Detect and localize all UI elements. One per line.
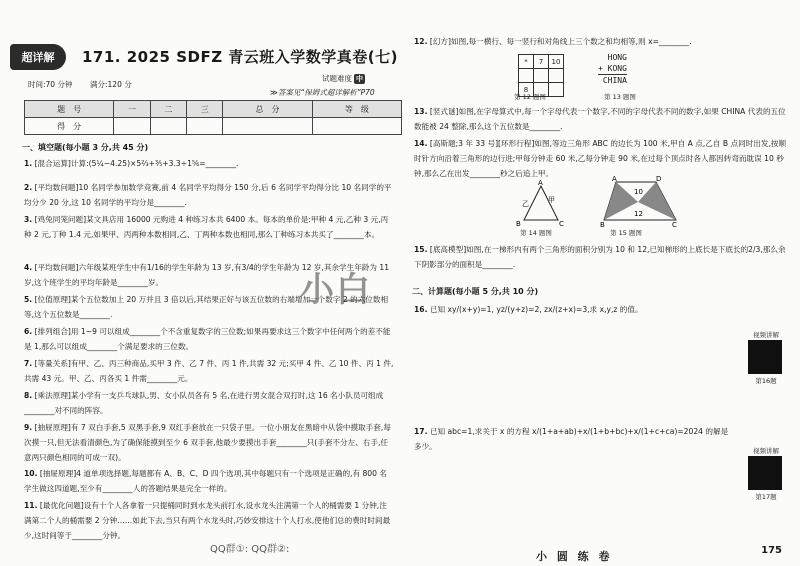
fig15-label-d: D xyxy=(656,176,662,183)
score-header-cell: 题 号 xyxy=(25,101,114,118)
score-table-row xyxy=(25,118,402,135)
detailed-solution-badge: 超详解 xyxy=(10,44,66,70)
score-header-cell: 一 xyxy=(114,101,150,118)
qq-group-1: QQ群①: xyxy=(210,544,249,555)
section-fill-in: 一、填空题(每小题 3 分,共 45 分) xyxy=(22,143,149,152)
qr-code-16[interactable] xyxy=(748,340,782,374)
fig14-label-jia: 甲 xyxy=(548,196,555,204)
qq-group-info xyxy=(210,540,289,555)
question-10: 10. [抽屉原理]4 道单项选择题,每题都有 A、B、C、D 四个选项,其中每题只有一个选项是正确的,有 800 名学生做这四道题,至少有________人的答题结果是完全一样的。 xyxy=(24,469,387,493)
magic-square-cell: 10 xyxy=(549,55,564,69)
qr17-title: 视频讲解 xyxy=(753,447,779,455)
fig14-label-c: C xyxy=(559,220,564,228)
question-13: 13. [竖式谜]如图,在字母算式中,每一个字母代表一个数字,不同的字母代表不同的数字,如果 CHINA 代表的五位数能被 24 整除,那么这个五位数是________. xyxy=(414,107,786,131)
question-16: 16. 已知 xy/(x+y)=1, yz/(y+z)=2, zx/(z+x)=3,求 x,y,z 的值。 xyxy=(414,305,643,314)
question-3: 3. [鸡兔同笼问题]某文具店用 16000 元购进 4 种练习本共 6400 本。每本的单价是:甲种 4 元,乙种 3 元,丙种 2 元,丁种 1.4 元,如果甲、丙两种本数相同,乙、丁两种本数也相同,那么丁种练习本共买了________本。 xyxy=(24,215,389,239)
figure-12-caption: 第 12 题图 xyxy=(514,93,546,101)
figure-14-caption: 第 14 题图 xyxy=(520,229,552,237)
question-15: 15. [底高模型]如图,在一梯形内有两个三角形的面积分别为 10 和 12,已知梯形的上底长是下底长的2/3,那么余下阴影部分的面积是________. xyxy=(414,245,786,269)
fig15-label-c: C xyxy=(672,221,677,228)
trapezoid-figure-15 xyxy=(600,176,680,228)
question-14: 14. [高斯题;3 年 33 号][环形行程]如图,等边三角形 ABC 的边长为 100 米,甲自 A 点,乙自 B 点同时出发,按顺时针方向沿着三角形的边行进;甲每分钟走 60 米,乙每分钟走 90 米,在过每个顶点时各人都因转弯而耽误 10 秒钟,那么乙在出发________秒之后追上甲。 xyxy=(414,139,787,178)
score-cell xyxy=(150,118,186,135)
score-cell xyxy=(187,118,223,135)
question-11: 11. [最优化问题]设有十个人各拿着一只提桶同时到水龙头前打水,设水龙头注满第一个人的桶需要 1 分钟,注满第二个人的桶需要 2 分钟……如此下去,当只有两个水龙头时,巧妙安排这十个人打水,使他们总的费时时间最少,这时间等于________分钟。 xyxy=(24,501,391,540)
magic-square-cell xyxy=(549,83,564,97)
question-9: 9. [抽屉原理]有 7 双白手套,5 双黑手套,9 双红手套放在一只袋子里。一位小朋友在黑暗中从袋中摸取手套,每次摸一只,但无法看清颜色,为了确保能摸到至少 6 双手套,他最少要摸出手套________只(手套不分左、右手,任意两只颜色相同的可成一双)。 xyxy=(24,423,391,462)
score-header-cell: 二 xyxy=(150,101,186,118)
magic-square-cell xyxy=(534,69,549,83)
qr17-caption: 第17题 xyxy=(755,493,777,501)
score-table-header xyxy=(25,101,402,118)
qr16-caption: 第16题 xyxy=(755,377,777,385)
magic-square-figure xyxy=(518,54,564,97)
question-1: 1. [混合运算]计算:(5¼−4.25)×5⅔+⅗+3.3÷1⅚=________. xyxy=(24,159,239,168)
chapter-footer: 小 圆 练 卷 xyxy=(536,550,613,563)
puzzle-line-3: CHINA xyxy=(598,74,627,86)
score-cell xyxy=(114,118,150,135)
fig15-label-a: A xyxy=(612,176,617,183)
fig15-area-10: 10 xyxy=(634,188,643,196)
figure-15-caption: 第 15 题图 xyxy=(610,229,642,237)
score-table xyxy=(24,100,402,135)
difficulty-label: 试题难度 xyxy=(322,74,352,83)
difficulty-value: 中 xyxy=(356,75,363,83)
answer-reference: ≫答案见“保姆式超详解析”P70 xyxy=(270,88,375,97)
qr-code-17[interactable] xyxy=(748,456,782,490)
qq-group-2: QQ群②: xyxy=(251,544,290,555)
fig14-label-yi: 乙 xyxy=(522,200,529,208)
question-8: 8. [乘法原理]某小学有一支乒乓球队,男、女小队员各有 5 名,在进行男女混合双打时,这 16 名小队员可组成________对不同的阵容。 xyxy=(24,391,384,415)
question-17: 17. 已知 abc=1,求关于 x 的方程 x/(1+a+ab)+x/(1+b+bc)+x/(1+c+ca)=2024 的解是多少。 xyxy=(414,427,729,451)
magic-square-cell: 8 xyxy=(519,83,534,97)
exam-time: 时间:70 分钟 xyxy=(28,80,73,89)
magic-square-cell: * xyxy=(519,55,534,69)
fig15-area-12: 12 xyxy=(634,210,643,218)
magic-square-cell xyxy=(519,69,534,83)
score-header-cell: 三 xyxy=(187,101,223,118)
question-4: 4. [平均数问题]六年级某班学生中有1/16的学生年龄为 13 岁,有3/4的学生年龄为 12 岁,其余学生年龄为 11 岁,这个班学生的平均年龄是________岁。 xyxy=(24,263,390,287)
score-cell xyxy=(312,118,401,135)
difficulty-indicator xyxy=(322,73,365,84)
question-7: 7. [等量关系]有甲、乙、丙三种商品,买甲 3 件、乙 7 件、丙 1 件,共需 32 元;买甲 4 件、乙 10 件、丙 1 件,共需 43 元。甲、乙、丙各买 1 件需________元。 xyxy=(24,359,394,383)
fig14-label-a: A xyxy=(538,179,543,187)
question-6: 6. [排列组合]用 1~9 可以组成________个不含重复数字的三位数;如果再要求这三个数字中任何两个的差不能是 1,那么可以组成________个满足要求的三位数。 xyxy=(24,327,391,351)
question-12: 12. [幻方]如图,每一横行、每一竖行和对角线上三个数之和均相等,则 x=________. xyxy=(414,37,692,46)
figure-13-caption: 第 13 题图 xyxy=(604,93,636,101)
score-row-label: 得 分 xyxy=(25,118,114,135)
question-5: 5. [位值原理]某个五位数加上 20 万并且 3 倍以后,其结果正好与该五位数的右端增加一个数字 2 的六位数相等,这个五位数是________. xyxy=(24,295,389,319)
page-number: 175 xyxy=(761,545,782,556)
puzzle-line-2: + KONG xyxy=(598,64,627,73)
section-calculation: 二、计算题(每小题 5 分,共 10 分) xyxy=(412,287,539,296)
score-header-cell: 等 级 xyxy=(312,101,401,118)
magic-square-cell: 7 xyxy=(534,55,549,69)
exam-title: 171. 2025 SDFZ 青云班入学数学真卷(七) xyxy=(82,48,399,66)
magic-square-cell xyxy=(549,69,564,83)
watermark: 小白 xyxy=(300,270,372,310)
puzzle-line-1: HONG xyxy=(607,53,627,62)
fig15-label-b: B xyxy=(600,221,605,228)
triangle-figure-14 xyxy=(516,178,566,228)
fig14-label-b: B xyxy=(516,220,521,228)
score-cell xyxy=(223,118,312,135)
qr16-title: 视频讲解 xyxy=(753,331,779,339)
question-2: 2. [平均数问题]10 名同学参加数学竞赛,前 4 名同学平均得分 150 分,后 6 名同学平均得分比 10 名同学的平均分少 20 分,这 10 名同学的平均分是________. xyxy=(24,183,392,207)
letter-arithmetic-figure xyxy=(598,52,627,86)
score-header-cell: 总 分 xyxy=(223,101,312,118)
exam-full-score: 满分:120 分 xyxy=(90,80,132,89)
